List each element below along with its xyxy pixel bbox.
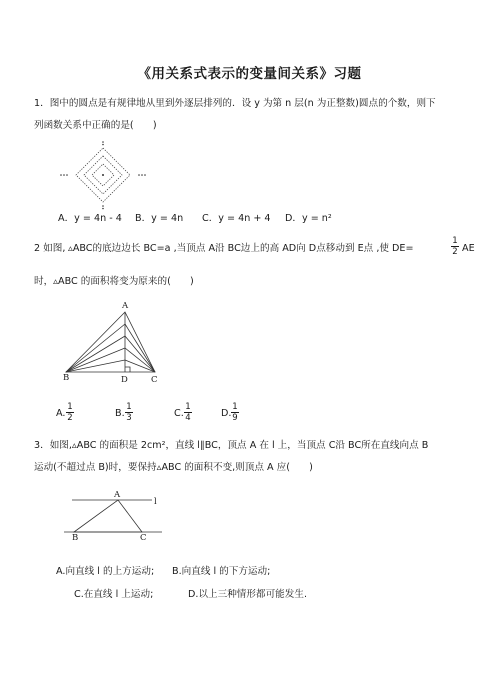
q2-option-d-fraction (229, 402, 241, 423)
q3-option-b: B.向直线 l 的下方运动; (172, 566, 271, 577)
q2-option-c-letter: C. (174, 408, 184, 419)
fraction-numerator: 1 (67, 402, 73, 412)
fraction-numerator: 1 (452, 236, 458, 246)
q3-option-a: A.向直线 l 的上方运动; (56, 566, 155, 577)
q1-stem-line1: 1．图中的圆点是有规律地从里到外逐层排列的．设 y 为第 n 层(n 为正整数)圆点的个数，则下 (34, 98, 436, 109)
fraction-denominator: 3 (126, 413, 132, 423)
q1-option-b: B．y = 4n (135, 213, 184, 224)
q1-option-a: A．y = 4n - 4 (58, 213, 122, 224)
q2-stem-ae: AE (462, 243, 475, 254)
q2-option-d-letter: D. (221, 408, 232, 419)
q2-option-b-letter: B. (115, 408, 125, 419)
q2-label-d: D (121, 375, 128, 385)
q3-label-a: A (114, 490, 121, 500)
q2-label-c: C (151, 375, 158, 385)
q2-label-b: B (63, 373, 70, 383)
fraction-numerator: 1 (126, 402, 132, 412)
fraction-denominator: 2 (452, 247, 458, 257)
q2-option-c-fraction (182, 402, 194, 423)
q1-option-c: C．y = 4n + 4 (202, 213, 271, 224)
q1-option-d: D．y = n² (285, 213, 332, 224)
q3-label-c: C (140, 533, 147, 543)
q1-dot-pattern-figure (58, 140, 148, 210)
q2-option-a-fraction (64, 402, 76, 423)
fraction-denominator: 9 (232, 413, 238, 423)
q3-label-b: B (72, 533, 79, 543)
fraction-denominator: 2 (67, 413, 73, 423)
fraction-numerator: 1 (232, 402, 238, 412)
fraction-numerator: 1 (185, 402, 191, 412)
page-title: 《用关系式表示的变量间关系》习题 (137, 66, 362, 82)
q3-stem-line2: 运动(不超过点 B)时，要保持▵ABC 的面积不变,则顶点 A 应( ) (34, 462, 313, 473)
q2-option-b-fraction (123, 402, 135, 423)
q2-label-a: A (122, 301, 129, 311)
q3-option-d: D.以上三种情形都可能发生. (188, 589, 308, 600)
q2-stem-fraction (449, 236, 461, 257)
q2-stem-line2: 时，▵ABC 的面积将变为原来的( ) (34, 276, 194, 287)
q3-label-l: l (154, 497, 157, 507)
q3-option-c: C.在直线 l 上运动; (74, 589, 154, 600)
q2-stem-prefix: 2 如图, (34, 243, 66, 254)
q2-stem-line1: ▵ABC的底边边长 BC=a ,当顶点 A沿 BC边上的高 AD向 D点移动到 E点 ,使 DE= (68, 243, 414, 254)
q2-option-a-letter: A. (56, 408, 66, 419)
q1-stem-line2: 列函数关系中正确的是( ) (34, 120, 157, 131)
fraction-denominator: 4 (185, 413, 191, 423)
q2-triangle-figure (60, 300, 170, 385)
q3-stem-line1: 3．如图,▵ABC 的面积是 2cm²，直线 l∥BC，顶点 A 在 l 上，当顶点 C沿 BC所在直线向点 B (34, 440, 429, 451)
